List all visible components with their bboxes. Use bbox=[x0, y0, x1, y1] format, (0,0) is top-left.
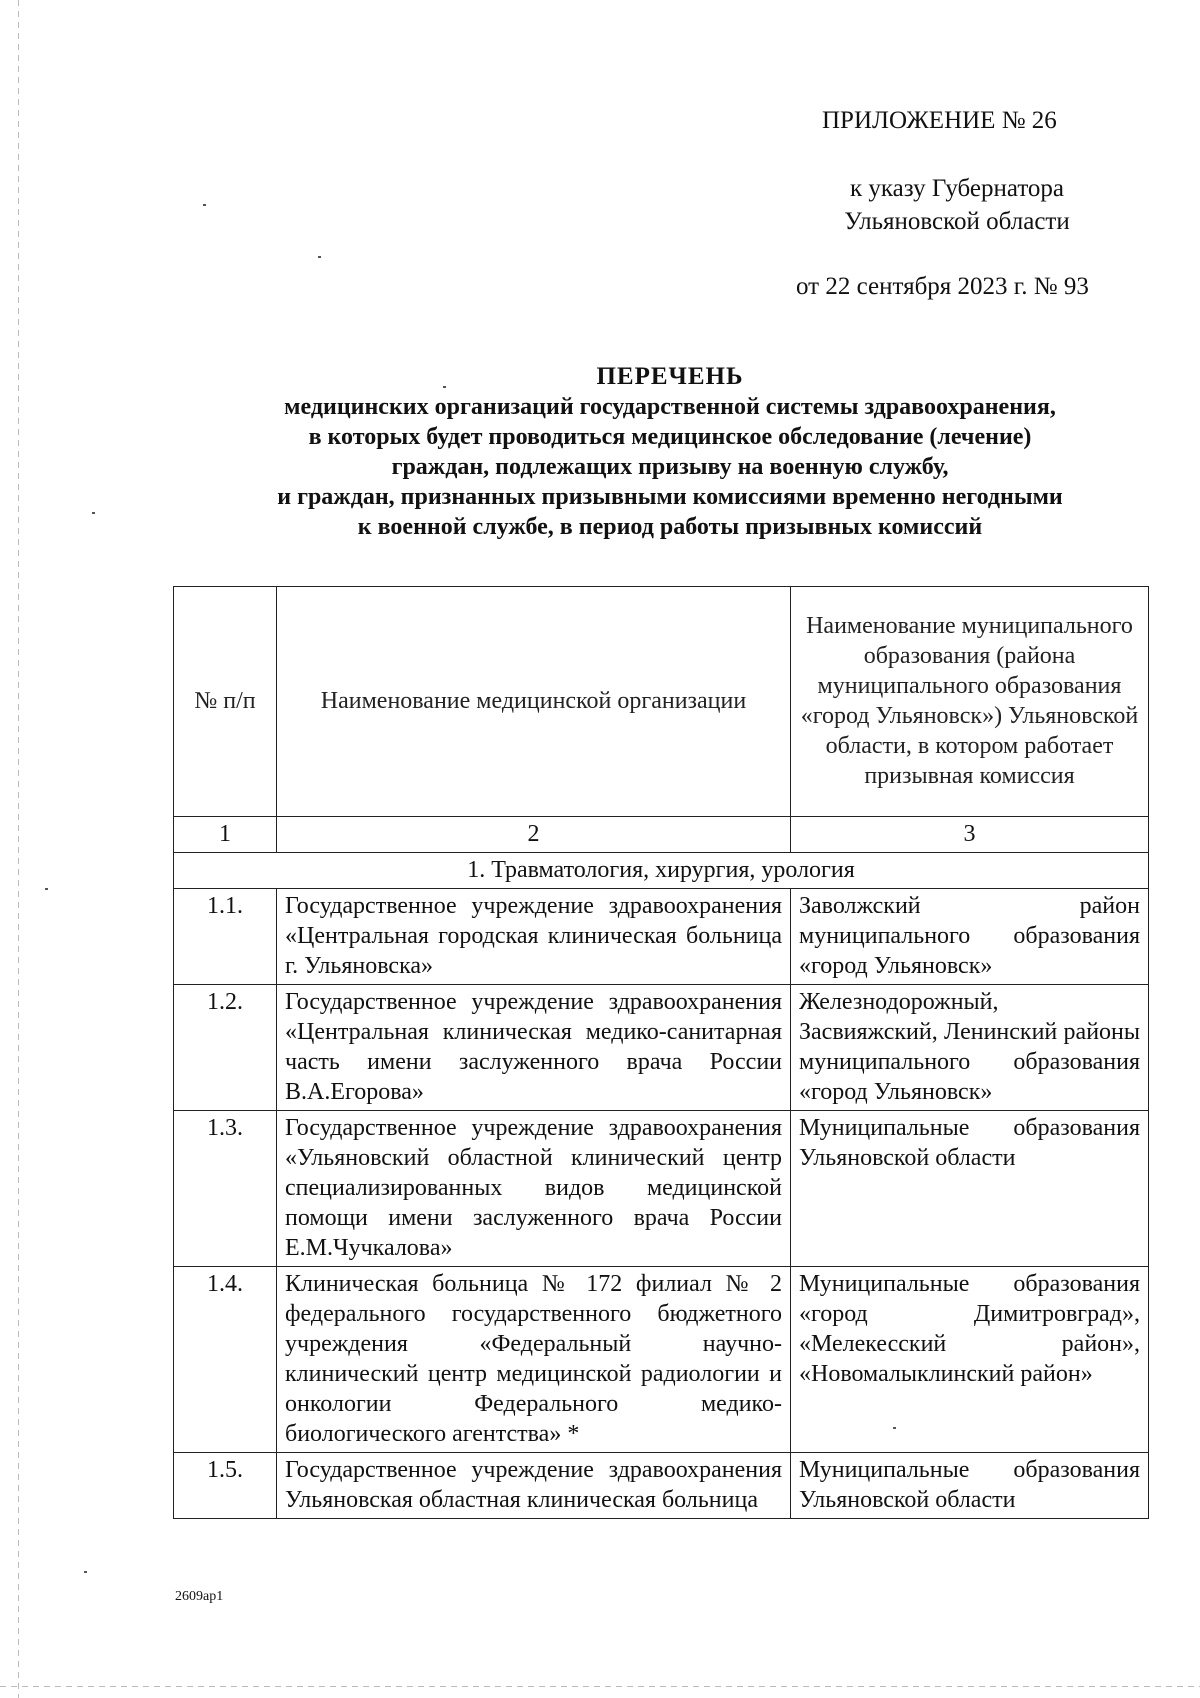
section-row bbox=[174, 853, 1149, 889]
row-number: 1.1. bbox=[174, 889, 277, 985]
decree-date: от 22 сентября 2023 г. № 93 bbox=[796, 273, 1089, 300]
row-number: 1.2. bbox=[174, 985, 277, 1111]
row-number: 1.5. bbox=[174, 1453, 277, 1519]
column-numbers-row bbox=[174, 817, 1149, 853]
decree-reference-line1: к указу Губернатора bbox=[849, 175, 1065, 202]
decree-reference bbox=[822, 172, 1092, 238]
organization-name: Государственное учреждение здравоохранения «Ульяновский областной клинический центр специализированных видов медицинской помощи имени заслуженного врача России Е.М.Чучкалова» bbox=[277, 1111, 791, 1267]
title-line-2: в которых будет проводиться медицинское обследование (лечение) bbox=[308, 424, 1032, 450]
scan-speck bbox=[318, 256, 321, 258]
row-number: 1.4. bbox=[174, 1267, 277, 1453]
organization-name: Государственное учреждение здравоохранения «Центральная городская клиническая больница г. Ульяновска» bbox=[277, 889, 791, 985]
column-number: 2 bbox=[277, 817, 791, 853]
document-title bbox=[150, 362, 1190, 542]
title-line-3: граждан, подлежащих призыву на военную службу, bbox=[391, 454, 949, 480]
organization-name: Клиническая больница № 172 филиал № 2 федерального государственного бюджетного учреждения «Федеральный научно-клинический центр медицинской радиологии и онкологии Федерального медико-биологического агентства» * bbox=[277, 1267, 791, 1453]
table-header-row bbox=[174, 587, 1149, 817]
scan-speck bbox=[84, 1571, 87, 1573]
row-number: 1.3. bbox=[174, 1111, 277, 1267]
municipality-name: Муниципальные образования «город Димитровград», «Мелекесский район», «Новомалыклинский район» bbox=[791, 1267, 1149, 1453]
title-line-5: к военной службе, в период работы призывных комиссий bbox=[357, 514, 983, 540]
appendix-number: ПРИЛОЖЕНИЕ № 26 bbox=[822, 107, 1057, 134]
column-number: 1 bbox=[174, 817, 277, 853]
municipality-name: Муниципальные образования Ульяновской области bbox=[791, 1453, 1149, 1519]
scan-edge-bottom bbox=[0, 1686, 1200, 1687]
scan-speck bbox=[893, 1427, 896, 1429]
scan-speck bbox=[443, 386, 446, 388]
scan-speck bbox=[45, 888, 48, 890]
title-line-4: и граждан, признанных призывными комиссиями временно негодными bbox=[277, 484, 1063, 510]
table-row bbox=[174, 985, 1149, 1111]
municipality-name: Муниципальные образования Ульяновской области bbox=[791, 1111, 1149, 1267]
table-row bbox=[174, 1453, 1149, 1519]
document-code: 2609ap1 bbox=[175, 1589, 224, 1604]
municipality-name: Заволжский район муниципального образования «город Ульяновск» bbox=[791, 889, 1149, 985]
municipality-name: Железнодорожный, Засвияжский, Ленинский районы муниципального образования «город Ульяновск» bbox=[791, 985, 1149, 1111]
title-line-1: медицинских организаций государственной системы здравоохранения, bbox=[284, 394, 1056, 420]
table-row bbox=[174, 889, 1149, 985]
decree-reference-line2: Ульяновской области bbox=[844, 208, 1070, 235]
table-row bbox=[174, 1111, 1149, 1267]
scan-speck bbox=[92, 512, 95, 514]
title-main: ПЕРЕЧЕНЬ bbox=[596, 363, 744, 390]
organization-name: Государственное учреждение здравоохранения Ульяновская областная клиническая больница bbox=[277, 1453, 791, 1519]
scan-speck bbox=[203, 204, 206, 206]
table-row bbox=[174, 1267, 1149, 1453]
scan-edge-left bbox=[18, 0, 19, 1698]
organizations-table bbox=[173, 586, 1149, 1519]
organization-name: Государственное учреждение здравоохранения «Центральная клиническая медико-санитарная часть имени заслуженного врача России В.А.Егорова» bbox=[277, 985, 791, 1111]
header-municipality: Наименование муниципального образования (района муниципального образования «город Ульяновск») Ульяновской области, в котором работает призывная комиссия bbox=[791, 587, 1149, 817]
section-title: 1. Травматология, хирургия, урология bbox=[174, 853, 1149, 889]
column-number: 3 bbox=[791, 817, 1149, 853]
header-number: № п/п bbox=[174, 587, 277, 817]
header-organization: Наименование медицинской организации bbox=[277, 587, 791, 817]
